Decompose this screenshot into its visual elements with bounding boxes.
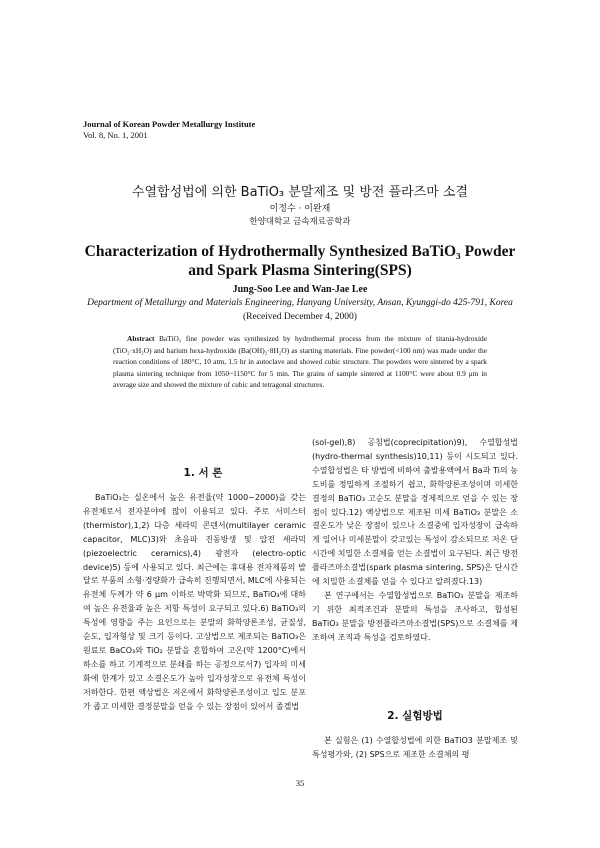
korean-authors: 이정수 · 이완재: [269, 204, 331, 214]
methods-column: [312, 734, 518, 762]
english-authors: Jung-Soo Lee and Wan-Jae Lee: [232, 284, 368, 295]
korean-affiliation: 한양대학교 금속재료공학과: [249, 217, 351, 227]
intro-paragraph-1: BaTiO₃는 실온에서 높은 유전율(약 1000~2000)을 갖는 유전체로서 전자분야에 많이 이용되고 있다. 주로 서미스터(thermistor),1,2) 다층 세라믹 콘덴서(multilayer ceramic capacitor, MLC)3)와 초음파 진동방생 및 압전 세라믹(piezoelectric ceramics),4) 광전자 (electro-optic device)5) 등에 사용되고 있다. 최근에는 휴대용 전자제품의 발달로 부품의 소형·경량화가 급속히 진행되면서, MLC에 사용되는 유전체 두께가 약 6 μm 이하로 박막화 되므로, BaTiO₃에 대하여 높은 유전율과 높은 저항 특성이 요구되고 있다.6) BaTiO₃의 특성에 영향을 주는 요인으로는 분말의 화학양론조성, 균질성, 순도, 입자형상 및 크기 등이다. 고상법으로 제조되는 BaTiO₃은 원료로 BaCO₃와 TiO₂ 분말을 혼합하여 고온(약 1200°C)에서 하소를 하고 기계적으로 분쇄를 하는 공정으로서7) 입자의 미세화에 한계가 있고 소결온도가 높아 입자성장으로 유전체 특성이 저하한다. 한편 액상법은 저온에서 화학양론조성이고 입도 분포가 좁고 미세한 결정분말을 얻을 수 있는 장점이 있어서 졸겔법: [83, 493, 306, 711]
english-title: [0, 242, 600, 280]
section-title-introduction: 1. 서 론: [183, 467, 223, 479]
intro-paragraph-1-continued: (sol-gel),8) 공침법(coprecipitation)9), 수열합성법(hydro-thermal synthesis)10,11) 등이 시도되고 있다. 수열합성법은 타 방법에 비하여 출발용액에서 Ba과 Ti의 농도비를 정밀하게 조절하기 쉽고, 화학양론조성이며 미세한 결정의 BaTiO₃ 고순도 분말을 경제적으로 얻을 수 있는 장점이 있다.12) 액상법으로 제조된 미세 BaTiO₃ 분말은 소결온도가 낮은 장점이 있으나 소결중에 입자성장이 급속하게 일어나 미세분말이 갖고있는 특성이 감소되므로 저온 단시간에 치밀한 소결체를 얻는 소결법이 요구된다. 최근 방전플라즈마소결법(spark plasma sintering, SPS)은 단시간에 치밀한 소결체를 얻을 수 있다고 알려졌다.13): [312, 438, 518, 587]
methods-paragraph-1: 본 실험은 (1) 수열합성법에 의한 BaTiO3 분말제조 및 특성평가와, (2) SPS으로 제조한 소결체의 평: [312, 736, 518, 759]
english-affiliation: Department of Metallurgy and Materials Engineering, Hanyang University, Ansan, Kyunggi-do 425-791, Korea: [87, 298, 513, 308]
right-column: [312, 436, 518, 645]
section-title-methods: 2. 실험방법: [387, 710, 443, 722]
journal-title: Journal of Korean Powder Metallurgy Institute: [83, 119, 256, 129]
abstract-text: BaTiO₃ fine powder was synthesized by hydrothermal process from the mixture of titania-hydroxide (TiO₂·xH₂O) and barium hexa-hydroxide (Ba(OH)₂·8H₂O) as starting materials. Fine powder(<100 nm) was made under the reaction conditions of 180°C, 10 atm, 1.5 hr in autoclave and showed cubic structure. The powders were sintered by a spark plasma sintering technique from 1050~1150°C for 5 min. The grains of sample sintered at 1100°C were about 0.9 μm in average size and showed the mixture of cubic and tetragonal structures.: [113, 334, 487, 389]
left-column: [83, 491, 306, 714]
journal-header: [83, 119, 255, 140]
english-title-line1: Characterization of Hydrothermally Synthesized BaTiO₃ Powder: [84, 243, 516, 260]
page-number: 35: [295, 778, 305, 788]
journal-volume: Vol. 8, No. 1, 2001: [83, 129, 148, 140]
english-title-line2: and Spark Plasma Sintering(SPS): [188, 262, 412, 279]
abstract-label: Abstract: [127, 334, 155, 343]
korean-title: 수열합성법에 의한 BaTiO₃ 분말제조 및 방전 플라즈마 소결: [131, 185, 469, 200]
received-date: (Received December 4, 2000): [243, 312, 357, 322]
abstract: [113, 333, 487, 391]
intro-paragraph-2: 본 연구에서는 수열합성법으로 BaTiO₃ 분말을 제조하기 위한 최적조건과 분말의 특성을 조사하고, 합성된 BaTiO₃ 분말을 방전플라즈마소결법(SPS)으로 소결체를 제조하여 조직과 특성을 검토하였다.: [312, 590, 518, 642]
